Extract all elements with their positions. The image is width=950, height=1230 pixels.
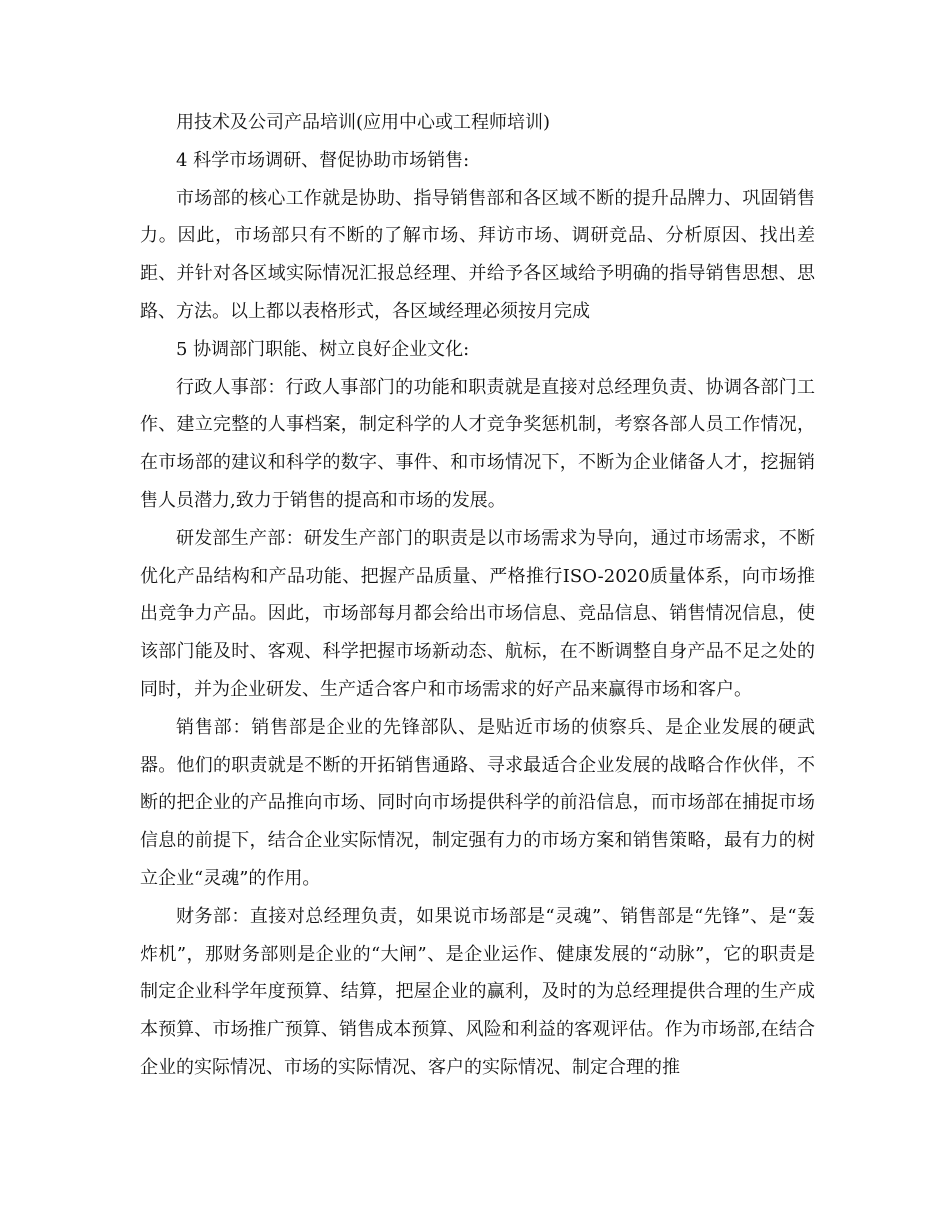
paragraph-sales: 销售部：销售部是企业的先锋部队、是贴近市场的侦察兵、是企业发展的硬武器。他们的职责就是不断的开拓销售通路、寻求最适合企业发展的战略合作伙伴，不断的把企业的产品推向市场、同时向市场提供科学的前沿信息，而市场部在捕捉市场信息的前提下，结合企业实际情况，制定强有力的市场方案和销售策略，最有力的树立企业“灵魂”的作用。: [140, 716, 815, 889]
paragraph-finance: 财务部：直接对总经理负责，如果说市场部是“灵魂”、销售部是“先锋”、是“轰炸机”，那财务部则是企业的“大闸”、是企业运作、健康发展的“动脉”，它的职责是制定企业科学年度预算、结算，把屋企业的赢利，及时的为总经理提供合理的生产成本预算、市场推广预算、销售成本预算、风险和利益的客观评估。作为市场部,在结合企业的实际情况、市场的实际情况、客户的实际情况、制定合理的推: [140, 905, 815, 1078]
paragraph-market-core-work: 市场部的核心工作就是协助、指导销售部和各区域不断的提升品牌力、巩固销售力。因此，市场部只有不断的了解市场、拜访市场、调研竞品、分析原因、找出差距、并针对各区域实际情况汇报总经理、并给予各区域给予明确的指导销售思想、思路、方法。以上都以表格形式，各区域经理必须按月完成: [140, 187, 815, 322]
paragraph-rnd-production: 研发部生产部：研发生产部门的职责是以市场需求为导向，通过市场需求，不断优化产品结构和产品功能、把握产品质量、严格推行ISO-2020质量体系，向市场推出竞争力产品。因此，市场部每月都会给出市场信息、竞品信息、销售情况信息，使该部门能及时、客观、科学把握市场新动态、航标，在不断调整自身产品不足之处的同时，并为企业研发、生产适合客户和市场需求的好产品来赢得市场和客户。: [140, 527, 815, 700]
heading-coordinate-departments: 5 协调部门职能、树立良好企业文化:: [176, 338, 470, 360]
paragraph-training-continuation: 用技术及公司产品培训(应用中心或工程师培训): [176, 112, 551, 133]
heading-market-research: 4 科学市场调研、督促协助市场销售:: [176, 149, 470, 171]
document-body: [140, 104, 815, 1087]
paragraph-admin-hr: 行政人事部：行政人事部门的功能和职责就是直接对总经理负责、协调各部门工作、建立完整的人事档案，制定科学的人才竞争奖惩机制，考察各部人员工作情况，在市场部的建议和科学的数字、事件、和市场情况下，不断为企业储备人才，挖掘销售人员潜力,致力于销售的提高和市场的发展。: [140, 376, 815, 511]
